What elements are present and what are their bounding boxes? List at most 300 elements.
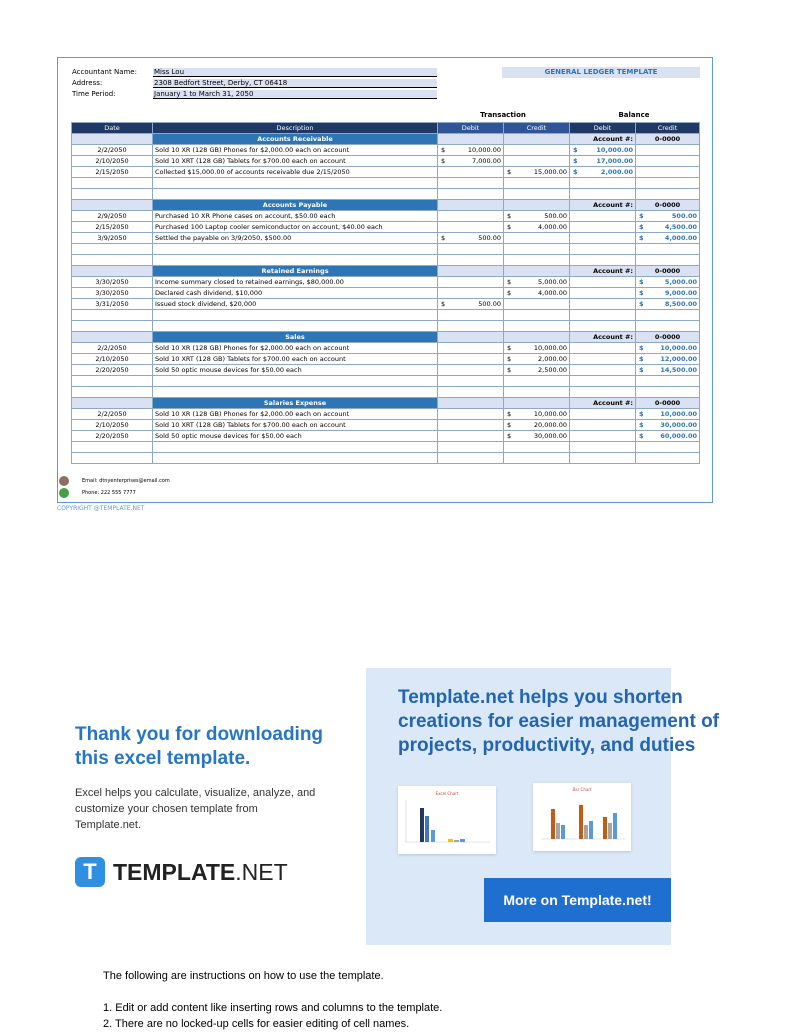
- transaction-group-heading: Transaction: [480, 111, 526, 119]
- credit-cell[interactable]: [504, 156, 570, 167]
- currency-symbol: $: [507, 288, 512, 297]
- balance-credit-cell[interactable]: [636, 156, 700, 167]
- debit-cell[interactable]: [438, 156, 504, 167]
- logo-bold: TEMPLATE: [113, 859, 236, 885]
- balance-debit-cell[interactable]: [570, 420, 636, 431]
- section-header-row: [72, 200, 700, 211]
- amount-value: 10,000.00: [467, 145, 501, 154]
- empty-cell[interactable]: [153, 310, 438, 321]
- balance-credit-cell[interactable]: [636, 277, 700, 288]
- balance-credit-cell[interactable]: [636, 222, 700, 233]
- debit-cell[interactable]: [438, 365, 504, 376]
- section-blank: [72, 332, 153, 343]
- currency-symbol: $: [639, 420, 644, 429]
- table-row: [72, 409, 700, 420]
- section-name: Salaries Expense: [153, 398, 438, 409]
- description-cell[interactable]: Income summary closed to retained earnings, $80,000.00: [153, 277, 438, 288]
- empty-row: [72, 255, 700, 266]
- col-balance-credit: Credit: [636, 123, 700, 134]
- empty-cell[interactable]: [438, 376, 504, 387]
- balance-credit-cell[interactable]: [636, 365, 700, 376]
- amount-value: 10,000.00: [660, 409, 697, 418]
- empty-cell[interactable]: [504, 189, 570, 200]
- balance-debit-cell[interactable]: [570, 145, 636, 156]
- empty-cell[interactable]: [438, 387, 504, 398]
- empty-cell[interactable]: [504, 255, 570, 266]
- empty-cell[interactable]: [438, 321, 504, 332]
- ledger-title: GENERAL LEDGER TEMPLATE: [502, 67, 700, 78]
- balance-debit-cell[interactable]: [570, 156, 636, 167]
- section-blank: [504, 134, 570, 145]
- currency-symbol: $: [639, 343, 644, 352]
- empty-row: [72, 442, 700, 453]
- currency-symbol: $: [639, 299, 644, 308]
- empty-cell[interactable]: [72, 189, 153, 200]
- empty-cell[interactable]: [570, 310, 636, 321]
- table-row: [72, 167, 700, 178]
- date-cell[interactable]: 2/20/2050: [72, 431, 153, 442]
- date-cell[interactable]: 2/20/2050: [72, 365, 153, 376]
- currency-symbol: $: [507, 277, 512, 286]
- currency-symbol: $: [639, 431, 644, 440]
- amount-value: 4,500.00: [664, 222, 697, 231]
- empty-cell[interactable]: [636, 453, 700, 464]
- empty-cell[interactable]: [504, 387, 570, 398]
- empty-cell[interactable]: [636, 244, 700, 255]
- account-number-label: Account #:: [570, 200, 636, 211]
- promo-title: [75, 723, 345, 771]
- table-row: [72, 354, 700, 365]
- section-blank: [438, 134, 504, 145]
- amount-value: 2,000.00: [600, 167, 633, 176]
- empty-cell[interactable]: [153, 244, 438, 255]
- empty-cell[interactable]: [570, 442, 636, 453]
- currency-symbol: $: [573, 145, 578, 154]
- description-cell[interactable]: Sold 50 optic mouse devices for $50.00 each: [153, 431, 438, 442]
- empty-cell[interactable]: [72, 442, 153, 453]
- amount-value: 17,000.00: [596, 156, 633, 165]
- currency-symbol: $: [639, 365, 644, 374]
- currency-symbol: $: [507, 354, 512, 363]
- currency-symbol: $: [507, 167, 512, 176]
- amount-value: 2,000.00: [538, 354, 567, 363]
- promo-headline-line-2: creations for easier management of: [398, 711, 719, 732]
- amount-value: 10,000.00: [596, 145, 633, 154]
- balance-debit-cell[interactable]: [570, 222, 636, 233]
- empty-cell[interactable]: [570, 453, 636, 464]
- description-cell[interactable]: Collected $15,000.00 of accounts receivable due 2/15/2050: [153, 167, 438, 178]
- table-row: [72, 211, 700, 222]
- date-cell[interactable]: 2/2/2050: [72, 343, 153, 354]
- empty-cell[interactable]: [153, 453, 438, 464]
- balance-credit-cell[interactable]: [636, 288, 700, 299]
- description-cell[interactable]: Purchased 10 XR Phone cases on account, $50.00 each: [153, 211, 438, 222]
- credit-cell[interactable]: [504, 277, 570, 288]
- empty-cell[interactable]: [153, 189, 438, 200]
- section-blank: [72, 134, 153, 145]
- debit-cell[interactable]: [438, 420, 504, 431]
- ledger-table: [71, 122, 700, 464]
- empty-cell[interactable]: [636, 310, 700, 321]
- promo-headline-line-1: Template.net helps you shorten: [398, 687, 683, 708]
- empty-cell[interactable]: [570, 321, 636, 332]
- empty-cell[interactable]: [636, 189, 700, 200]
- address-label: Address:: [72, 79, 103, 87]
- empty-cell[interactable]: [72, 376, 153, 387]
- description-cell[interactable]: Settled the payable on 3/9/2050, $500.00: [153, 233, 438, 244]
- description-cell[interactable]: Purchased 100 Laptop cooler semiconductor on account, $40.00 each: [153, 222, 438, 233]
- debit-cell[interactable]: [438, 299, 504, 310]
- empty-cell[interactable]: [504, 453, 570, 464]
- table-row: [72, 233, 700, 244]
- table-row: [72, 277, 700, 288]
- logo-badge-icon: T: [75, 857, 105, 887]
- balance-debit-cell[interactable]: [570, 409, 636, 420]
- description-cell[interactable]: Declared cash dividend, $10,000: [153, 288, 438, 299]
- empty-cell[interactable]: [438, 189, 504, 200]
- credit-cell[interactable]: [504, 167, 570, 178]
- instructions-intro: The following are instructions on how to use the template.: [103, 970, 384, 982]
- credit-cell[interactable]: [504, 233, 570, 244]
- date-cell[interactable]: 3/31/2050: [72, 299, 153, 310]
- account-number-value[interactable]: 0-0000: [636, 266, 700, 277]
- balance-debit-cell[interactable]: [570, 277, 636, 288]
- credit-cell[interactable]: [504, 211, 570, 222]
- section-blank: [72, 398, 153, 409]
- balance-credit-cell[interactable]: [636, 145, 700, 156]
- account-number-value[interactable]: 0-0000: [636, 134, 700, 145]
- currency-symbol: $: [639, 409, 644, 418]
- empty-cell[interactable]: [153, 442, 438, 453]
- date-cell[interactable]: 2/2/2050: [72, 409, 153, 420]
- balance-credit-cell[interactable]: [636, 167, 700, 178]
- empty-cell[interactable]: [438, 244, 504, 255]
- amount-value: 30,000.00: [533, 431, 567, 440]
- date-cell[interactable]: 3/30/2050: [72, 277, 153, 288]
- column-header-row: [72, 123, 700, 134]
- empty-row: [72, 244, 700, 255]
- balance-debit-cell[interactable]: [570, 167, 636, 178]
- description-cell[interactable]: Sold 10 XRT (128 GB) Tablets for $700.00 each on account: [153, 420, 438, 431]
- description-cell[interactable]: Sold 10 XRT (128 GB) Tablets for $700.00 each on account: [153, 354, 438, 365]
- account-number-label: Account #:: [570, 332, 636, 343]
- date-cell[interactable]: 2/15/2050: [72, 222, 153, 233]
- promo-title-line-1: Thank you for downloading: [75, 724, 324, 745]
- date-cell[interactable]: 2/10/2050: [72, 354, 153, 365]
- empty-cell[interactable]: [636, 321, 700, 332]
- section-blank: [72, 200, 153, 211]
- ledger-sheet: [57, 57, 713, 503]
- description-cell[interactable]: Issued stock dividend, $20,000: [153, 299, 438, 310]
- description-cell[interactable]: Sold 50 optic mouse devices for $50.00 each: [153, 365, 438, 376]
- empty-row: [72, 310, 700, 321]
- empty-cell[interactable]: [636, 387, 700, 398]
- empty-cell[interactable]: [72, 387, 153, 398]
- section-blank: [438, 332, 504, 343]
- account-number-label: Account #:: [570, 266, 636, 277]
- description-cell[interactable]: Sold 10 XR (128 GB) Phones for $2,000.00 each on account: [153, 409, 438, 420]
- debit-cell[interactable]: [438, 145, 504, 156]
- balance-credit-cell[interactable]: [636, 233, 700, 244]
- debit-cell[interactable]: [438, 288, 504, 299]
- amount-value: 500.00: [478, 233, 501, 242]
- table-row: [72, 222, 700, 233]
- debit-cell[interactable]: [438, 354, 504, 365]
- balance-debit-cell[interactable]: [570, 431, 636, 442]
- empty-cell[interactable]: [504, 376, 570, 387]
- date-cell[interactable]: 2/9/2050: [72, 211, 153, 222]
- section-blank: [504, 266, 570, 277]
- section-blank: [438, 266, 504, 277]
- promo-headline: [398, 686, 798, 758]
- empty-cell[interactable]: [153, 178, 438, 189]
- date-cell[interactable]: 2/2/2050: [72, 145, 153, 156]
- col-credit: Credit: [504, 123, 570, 134]
- col-balance-debit: Debit: [570, 123, 636, 134]
- section-name: Accounts Payable: [153, 200, 438, 211]
- empty-cell[interactable]: [72, 178, 153, 189]
- section-blank: [504, 332, 570, 343]
- date-cell[interactable]: 2/10/2050: [72, 156, 153, 167]
- empty-cell[interactable]: [438, 442, 504, 453]
- empty-cell[interactable]: [72, 453, 153, 464]
- currency-symbol: $: [507, 343, 512, 352]
- empty-cell[interactable]: [570, 178, 636, 189]
- copyright-text: COPYRIGHT @TEMPLATE.NET: [57, 505, 145, 512]
- date-cell[interactable]: 3/30/2050: [72, 288, 153, 299]
- instructions-step-1: 1. Edit or add content like inserting rows and columns to the template.: [103, 1002, 443, 1014]
- description-cell[interactable]: Sold 10 XRT (128 GB) Tablets for $700.00 each on account: [153, 156, 438, 167]
- amount-value: 4,000.00: [538, 222, 567, 231]
- empty-row: [72, 453, 700, 464]
- amount-value: 8,500.00: [664, 299, 697, 308]
- credit-cell[interactable]: [504, 431, 570, 442]
- empty-cell[interactable]: [72, 255, 153, 266]
- credit-cell[interactable]: [504, 299, 570, 310]
- empty-cell[interactable]: [504, 244, 570, 255]
- currency-symbol: $: [507, 211, 512, 220]
- period-label: Time Period:: [72, 90, 116, 98]
- description-cell[interactable]: Sold 10 XR (128 GB) Phones for $2,000.00 each on account: [153, 343, 438, 354]
- promo-title-line-2: this excel template.: [75, 748, 251, 769]
- balance-debit-cell[interactable]: [570, 365, 636, 376]
- balance-credit-cell[interactable]: [636, 409, 700, 420]
- email-text: Email: dtnyenterprises@email.com: [82, 478, 170, 484]
- section-name: Accounts Receivable: [153, 134, 438, 145]
- empty-cell[interactable]: [636, 442, 700, 453]
- amount-value: 4,000.00: [538, 288, 567, 297]
- promo-headline-line-3: projects, productivity, and duties: [398, 735, 696, 756]
- empty-cell[interactable]: [636, 178, 700, 189]
- date-cell[interactable]: 2/10/2050: [72, 420, 153, 431]
- amount-value: 7,000.00: [472, 156, 501, 165]
- logo-light: .NET: [235, 859, 288, 885]
- empty-cell[interactable]: [570, 244, 636, 255]
- description-cell[interactable]: Sold 10 XR (128 GB) Phones for $2,000.00 each on account: [153, 145, 438, 156]
- more-on-template-button[interactable]: More on Template.net!: [484, 878, 671, 922]
- amount-value: 15,000.00: [533, 167, 567, 176]
- empty-row: [72, 387, 700, 398]
- balance-credit-cell[interactable]: [636, 343, 700, 354]
- accountant-value[interactable]: Miss Lou: [153, 68, 437, 77]
- currency-symbol: $: [639, 288, 644, 297]
- instructions: [103, 968, 442, 1032]
- amount-value: 500.00: [671, 211, 697, 220]
- promo-right-panel: [366, 668, 719, 945]
- section-blank: [438, 200, 504, 211]
- empty-cell[interactable]: [570, 387, 636, 398]
- credit-cell[interactable]: [504, 222, 570, 233]
- table-row: [72, 156, 700, 167]
- debit-cell[interactable]: [438, 343, 504, 354]
- col-date: Date: [72, 123, 153, 134]
- amount-value: 30,000.00: [660, 420, 697, 429]
- amount-value: 5,000.00: [538, 277, 567, 286]
- empty-row: [72, 178, 700, 189]
- amount-value: 500.00: [478, 299, 501, 308]
- empty-cell[interactable]: [438, 255, 504, 266]
- table-row: [72, 420, 700, 431]
- credit-cell[interactable]: [504, 409, 570, 420]
- balance-debit-cell[interactable]: [570, 211, 636, 222]
- empty-cell[interactable]: [72, 310, 153, 321]
- currency-symbol: $: [507, 365, 512, 374]
- address-value[interactable]: 2308 Bedfort Street, Derby, CT 06418: [153, 79, 437, 88]
- amount-value: 500.00: [544, 211, 567, 220]
- balance-debit-cell[interactable]: [570, 343, 636, 354]
- promo-left-panel: [75, 723, 345, 833]
- date-cell[interactable]: 3/9/2050: [72, 233, 153, 244]
- section-blank: [504, 398, 570, 409]
- balance-debit-cell[interactable]: [570, 233, 636, 244]
- currency-symbol: $: [507, 431, 512, 440]
- table-row: [72, 431, 700, 442]
- balance-debit-cell[interactable]: [570, 354, 636, 365]
- account-number-label: Account #:: [570, 398, 636, 409]
- empty-cell[interactable]: [636, 376, 700, 387]
- section-header-row: [72, 398, 700, 409]
- currency-symbol: $: [639, 277, 644, 286]
- table-row: [72, 365, 700, 376]
- amount-value: 10,000.00: [533, 343, 567, 352]
- empty-cell[interactable]: [153, 376, 438, 387]
- debit-cell[interactable]: [438, 233, 504, 244]
- instructions-step-2: 2. There are no locked-up cells for easier editing of cell names.: [103, 1018, 410, 1030]
- chart-thumbnail-2-image: [533, 783, 631, 851]
- currency-symbol: $: [639, 233, 644, 242]
- account-number-label: Account #:: [570, 134, 636, 145]
- chart-thumbnail-1[interactable]: [398, 786, 496, 854]
- empty-cell[interactable]: [72, 244, 153, 255]
- credit-cell[interactable]: [504, 343, 570, 354]
- empty-cell[interactable]: [570, 189, 636, 200]
- empty-cell[interactable]: [504, 442, 570, 453]
- balance-credit-cell[interactable]: [636, 420, 700, 431]
- empty-cell[interactable]: [570, 376, 636, 387]
- balance-debit-cell[interactable]: [570, 299, 636, 310]
- amount-value: 5,000.00: [664, 277, 697, 286]
- debit-cell[interactable]: [438, 167, 504, 178]
- currency-symbol: $: [441, 299, 446, 308]
- balance-group-heading: Balance: [618, 111, 650, 119]
- promo-description: Excel helps you calculate, visualize, analyze, and customize your chosen template from Template.net.: [75, 787, 316, 831]
- empty-row: [72, 376, 700, 387]
- debit-cell[interactable]: [438, 431, 504, 442]
- empty-cell[interactable]: [438, 310, 504, 321]
- table-row: [72, 343, 700, 354]
- empty-cell[interactable]: [504, 178, 570, 189]
- debit-cell[interactable]: [438, 277, 504, 288]
- balance-credit-cell[interactable]: [636, 299, 700, 310]
- currency-symbol: $: [441, 145, 446, 154]
- section-blank: [504, 200, 570, 211]
- amount-value: 14,500.00: [660, 365, 697, 374]
- currency-symbol: $: [639, 211, 644, 220]
- amount-value: 12,000.00: [660, 354, 697, 363]
- balance-credit-cell[interactable]: [636, 431, 700, 442]
- empty-cell[interactable]: [570, 255, 636, 266]
- amount-value: 20,000.00: [533, 420, 567, 429]
- debit-cell[interactable]: [438, 222, 504, 233]
- currency-symbol: $: [507, 420, 512, 429]
- empty-cell[interactable]: [504, 321, 570, 332]
- debit-cell[interactable]: [438, 409, 504, 420]
- credit-cell[interactable]: [504, 145, 570, 156]
- period-value[interactable]: January 1 to March 31, 2050: [153, 90, 437, 99]
- currency-symbol: $: [639, 222, 644, 231]
- credit-cell[interactable]: [504, 420, 570, 431]
- balance-credit-cell[interactable]: [636, 211, 700, 222]
- table-row: [72, 299, 700, 310]
- empty-cell[interactable]: [72, 321, 153, 332]
- amount-value: 4,000.00: [664, 233, 697, 242]
- section-blank: [438, 398, 504, 409]
- ledger-body: [72, 134, 700, 464]
- empty-cell[interactable]: [153, 387, 438, 398]
- currency-symbol: $: [441, 233, 446, 242]
- empty-cell[interactable]: [438, 453, 504, 464]
- section-header-row: [72, 134, 700, 145]
- amount-value: 10,000.00: [533, 409, 567, 418]
- empty-cell[interactable]: [636, 255, 700, 266]
- empty-cell[interactable]: [153, 321, 438, 332]
- currency-symbol: $: [441, 156, 446, 165]
- account-number-value[interactable]: 0-0000: [636, 398, 700, 409]
- empty-cell[interactable]: [438, 178, 504, 189]
- chart-thumbnail-1-image: [398, 786, 496, 854]
- section-header-row: [72, 332, 700, 343]
- amount-value: 10,000.00: [660, 343, 697, 352]
- amount-value: 2,500.00: [538, 365, 567, 374]
- credit-cell[interactable]: [504, 354, 570, 365]
- currency-symbol: $: [573, 156, 578, 165]
- account-number-value[interactable]: 0-0000: [636, 332, 700, 343]
- balance-debit-cell[interactable]: [570, 288, 636, 299]
- empty-cell[interactable]: [504, 310, 570, 321]
- card2-title: Bar Chart: [572, 787, 592, 792]
- debit-cell[interactable]: [438, 211, 504, 222]
- credit-cell[interactable]: [504, 365, 570, 376]
- account-number-value[interactable]: 0-0000: [636, 200, 700, 211]
- table-row: [72, 288, 700, 299]
- empty-cell[interactable]: [153, 255, 438, 266]
- balance-credit-cell[interactable]: [636, 354, 700, 365]
- date-cell[interactable]: 2/15/2050: [72, 167, 153, 178]
- empty-row: [72, 321, 700, 332]
- phone-icon: [59, 488, 69, 498]
- chart-thumbnail-2[interactable]: [533, 783, 631, 851]
- credit-cell[interactable]: [504, 288, 570, 299]
